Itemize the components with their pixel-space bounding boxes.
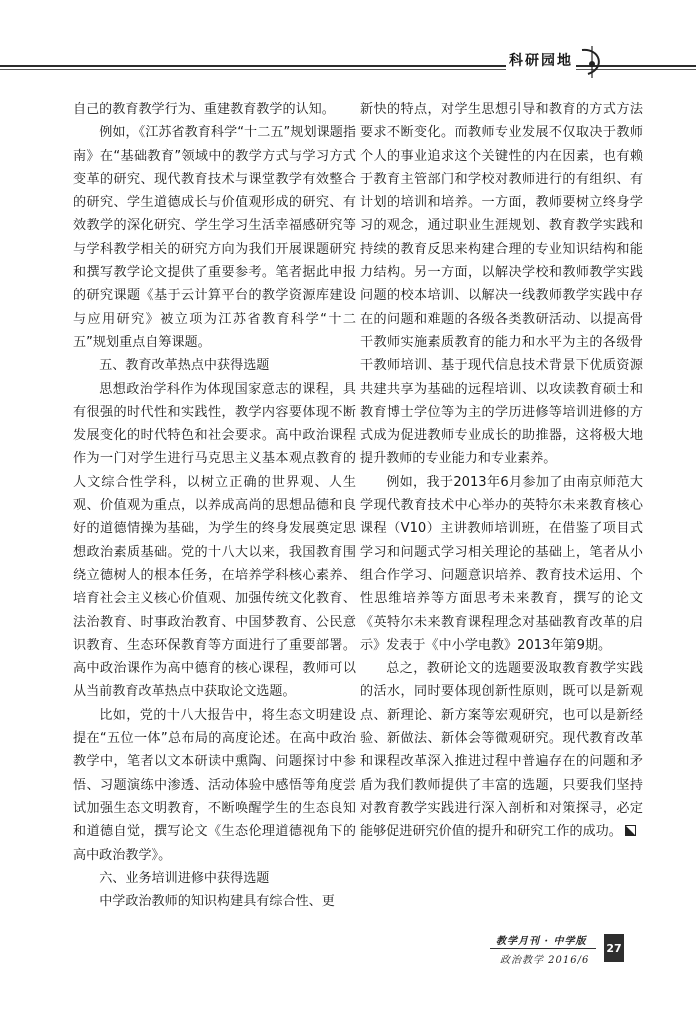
paragraph: 思想政治学科作为体现国家意志的课程，具有很强的时代性和实践性，教学内容要体现不断发展变化的时代特色和社会要求。高中政治课程作为一门对学生进行马克思主义基本观点教育的人文综合性学科，以树立正确的世界观、人生观、价值观为重点，以养成高尚的思想品德和良好的道德情操为基础，为学生的终身发展奠定思想政治素质基础。党的十八大以来，我国教育围绕立德树人的根本任务，在培养学科核心素养、培育社会主义核心价值观、加强传统文化教育、法治教育、时事政治教育、中国梦教育、公民意识教育、生态环保教育等方面进行了重要部署。高中政治课作为高中德育的核心课程，教师可以从当前教育改革热点中获取论文选题。	[73, 381, 356, 700]
footer-section-issue: 政治教学 2016/6	[500, 955, 590, 966]
paragraph: 中学政治教师的知识构建具有综合性、更	[99, 894, 335, 910]
paragraph: 自己的教育教学行为、重建教育教学的认知。	[73, 102, 335, 117]
paragraph: 新快的特点，对学生思想引导和教育的方式方法要求不断变化。而教师专业发展不仅取决于教师个人的事业追求这个关键性的内在因素，也有赖于教育主管部门和学校对教师进行的有组织、有计划的培训和培养。一方面，教师要树立终身学习的观念，通过职业生涯规划、教育教学实践和持续的教育反思来构建合理的专业知识结构和能力结构。另一方面，以解决学校和教师教学实践问题的校本培训、以解决一线教师教学实践中存在的问题和难题的各级各类教研活动、以提高骨干教师实施素质教育的能力和水平为主的各级骨干教师培训、基于现代信息技术背景下优质资源共建共享为基础的远程培训、以攻读教育硕士和教育博士学位等为主的学历进修等培训进修的方式成为促进教师专业成长的助推器，这将极大地提升教师的专业能力和专业素养。	[360, 102, 643, 467]
section-heading-5: 五、教育改革热点中获得选题	[99, 358, 270, 374]
footer-journal: 教学月刊 · 中学版	[496, 936, 587, 947]
end-mark-icon	[625, 825, 636, 836]
paragraph-final	[360, 657, 643, 843]
paragraph: 比如，党的十八大报告中，将生态文明建设提在“五位一体”总布局的高度论述。在高中政治教学中，笔者以文本研读中熏陶、问题探讨中参悟、习题演练中渗透、活动体验中感悟等角度尝试加强生态文明教育，不断唤醒学生的生态良知和道德自觉，撰写论文《生态伦理道德视角下的高中政治教学》。	[73, 707, 356, 863]
ornament-icon	[574, 44, 610, 80]
paragraph-text: 总之，教研论文的选题要汲取教育教学实践的活水，同时要体现创新性原则，既可以是新观点、新理论、新方案等宏观研究，也可以是新经验、新做法、新体会等微观研究。现代教育改革和课程改革深入推进过程中普遍存在的问题和矛盾为我们教师提供了丰富的选题，只要我们坚持对教育教学实践进行深入剖析和对策探寻，必定能够促进研究价值的提升和研究工作的成功。	[360, 661, 643, 840]
section-heading-6: 六、业务培训进修中获得选题	[99, 870, 270, 886]
page-number: 27	[604, 934, 624, 962]
left-column	[73, 98, 356, 913]
paragraph: 例如，《江苏省教育科学“十二五”规划课题指南》在“基础教育”领域中的教学方式与学习方式变革的研究、现代教育技术与课堂教学有效整合的研究、学生道德成长与价值观形成的研究、有效教学的深化研究、学生学习生活幸福感研究等与学科教学相关的研究方向为我们开展课题研究和撰写教学论文提供了重要参考。笔者据此申报的研究课题《基于云计算平台的教学资源库建设与应用研究》被立项为江苏省教育科学“十二五”规划重点自筹课题。	[73, 125, 356, 350]
paragraph: 例如，我于2013年6月参加了由南京师范大学现代教育技术中心举办的英特尔未来教育核心课程（V10）主讲教师培训班，在借鉴了项目式学习和问题式学习相关理论的基础上，笔者从小组合作学习、问题意识培养、教育技术运用、个性思维培养等方面思考未来教育，撰写的论文《英特尔未来教育课程理念对基础教育改革的启示》发表于《中小学电教》2013年第9期。	[360, 474, 643, 653]
column-title: 科研园地	[506, 50, 576, 70]
footer-rule	[490, 948, 596, 949]
right-column	[360, 98, 643, 844]
